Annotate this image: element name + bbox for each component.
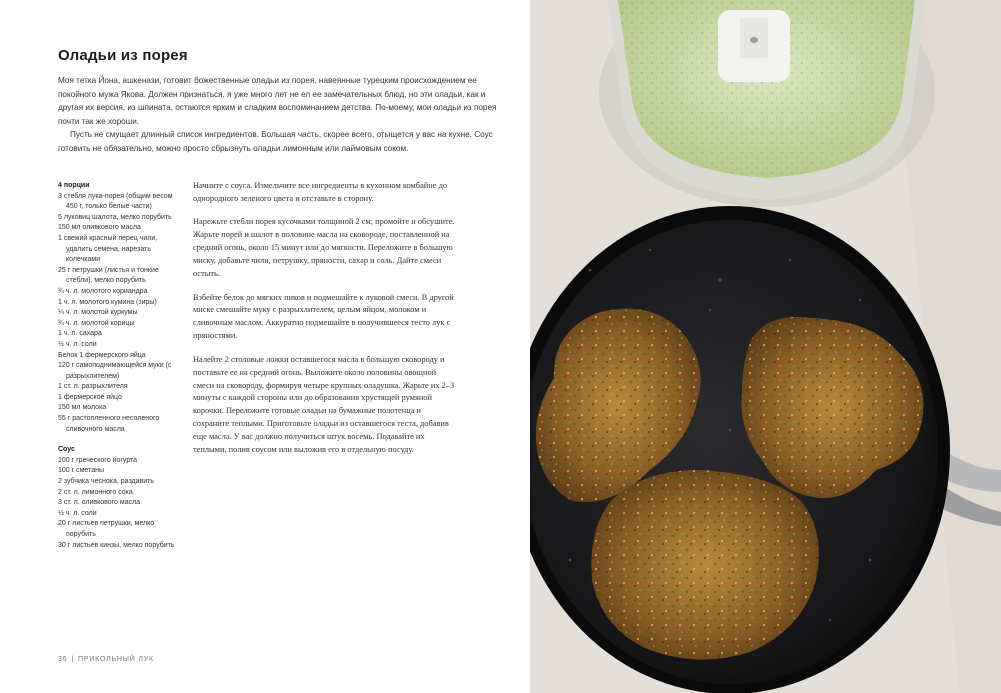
recipe-intro	[58, 74, 500, 156]
ingredients-list	[58, 181, 178, 551]
method-step: Налейте 2 столовые ложки оставшегося масла в большую сковороду и поставьте ее на средний огонь. Выложите около половины овощной смеси на сковороду, формируя четыре крупных оладушка. Жарьте их 2–3 минуты с каждой стороны или до образования хрустящей румяной корочки. Переложите готовые оладьи на бумажные полотенца и сохраните теплыми. Приготовьте оладьи из оставшегося теста, добавив еще масла. У вас должно получиться штук восемь. Подавайте их теплыми, полив соусом или выложив его в отдельную посуду.	[193, 354, 455, 455]
ingredient-item: 120 г самоподнимающейся муки (с разрыхлителем)	[58, 362, 172, 380]
ingredient-item: 1 ч. л. сахара	[58, 330, 102, 338]
sauce-ingredient: ½ ч. л. соли	[58, 509, 97, 517]
ingredient-item: 25 г петрушки (листья и тонкие стебли), мелко порубить	[58, 266, 159, 285]
sauce-ingredient: 2 зубчика чеснока, раздавить	[58, 478, 154, 486]
page-number: 36	[58, 656, 68, 663]
ingredient-item: 150 мл оливкового масла	[58, 224, 141, 232]
intro-paragraph: Пусть не смущает длинный список ингредиентов. Большая часть, скорее всего, отыщется у вас на кухне. Соус готовить не обязательно, можно просто сбрызнуть оладьи лимонным или лаймовым соком.	[58, 130, 493, 153]
sauce-title: Соус	[58, 446, 75, 454]
intro-paragraph: Моя тетка Йона, ашкенази, готовит божественные оладьи из порея, навеянные турецким происхождением ее покойного мужа Якова. Должен признаться, я уже много лет не ел ее замечательных блюд, но эти оладьи, как и другая их версия, из шпината, остаются ярким и сладким воспоминанием детства. По-моему, мои оладьи из порея почти так же хороши.	[58, 76, 497, 126]
sauce-ingredient: 100 г сметаны	[58, 467, 105, 475]
ingredient-item: 1 фермерское яйцо	[58, 393, 122, 401]
ingredient-item: 1 ст. л. разрыхлителя	[58, 383, 128, 391]
sauce-ingredient: 100 г греческого йогурта	[58, 456, 138, 464]
food-photo-illustration	[530, 0, 1001, 693]
method-step: Взбейте белок до мягких пиков и подмешайте к луковой смеси. В другой миске смешайте муку с разрыхлителем, целым яйцом, молоком и сливочным маслом. Аккуратно подмешайте в получившееся тесто лук с пряностями.	[193, 292, 454, 341]
ingredient-item: ¼ ч. л. молотой куркумы	[58, 309, 138, 317]
recipe-title: Оладьи из порея	[58, 47, 188, 64]
sauce-ingredient: 2 ст. л. лимонного сока	[58, 488, 133, 496]
food-photo	[530, 0, 1001, 693]
ingredient-item: ½ ч. л. соли	[58, 340, 97, 348]
ingredient-item: 1 ч. л. молотого кумина (зиры)	[58, 298, 157, 306]
method-steps	[193, 180, 455, 468]
ingredient-item: 55 г растопленного несоленого сливочного масла	[58, 415, 160, 433]
ingredient-item: Белок 1 фермерского яйца	[58, 351, 146, 359]
sauce-ingredient: 30 г листьев кинзы, мелко порубить	[58, 541, 175, 549]
section-name: ПРИКОЛЬНЫЙ ЛУК	[78, 656, 154, 663]
ingredient-item: ¾ ч. л. молотой корицы	[58, 319, 135, 327]
ingredient-item: 1 свежий красный перец чили, удалить семена, нарезать колечками	[58, 234, 158, 264]
ingredient-item: 3 стебля лука-порея (общим весом 450 г, только белые части)	[58, 192, 173, 211]
method-step: Нарежьте стебли порея кусочками толщиной 2 см; промойте и обсушите. Жарьте порей и шалот в половине масла на сковороде, поставленной на средний огонь, около 15 минут или до мягкости. Переложите в большую миску, добавьте чили, петрушку, пряности, сахар и соль. Дайте смеси остыть.	[193, 217, 455, 279]
sauce-ingredient: 3 ст. л. оливкового масла	[58, 499, 141, 507]
ingredient-item: 150 мл молока	[58, 404, 107, 412]
servings-label: 4 порции	[58, 182, 90, 189]
ingredient-item: 5 луковиц шалота, мелко порубить	[58, 213, 172, 221]
page-footer	[58, 656, 154, 663]
ingredient-item: ¾ ч. л. молотого кориандра	[58, 287, 148, 295]
method-step: Начните с соуса. Измельчите все ингредиенты в кухонном комбайне до однородного зеленого цвета и отставьте в сторону.	[193, 181, 448, 203]
sauce-ingredient: 20 г листьев петрушки, мелко порубить	[58, 520, 155, 538]
footer-separator: |	[71, 656, 75, 663]
